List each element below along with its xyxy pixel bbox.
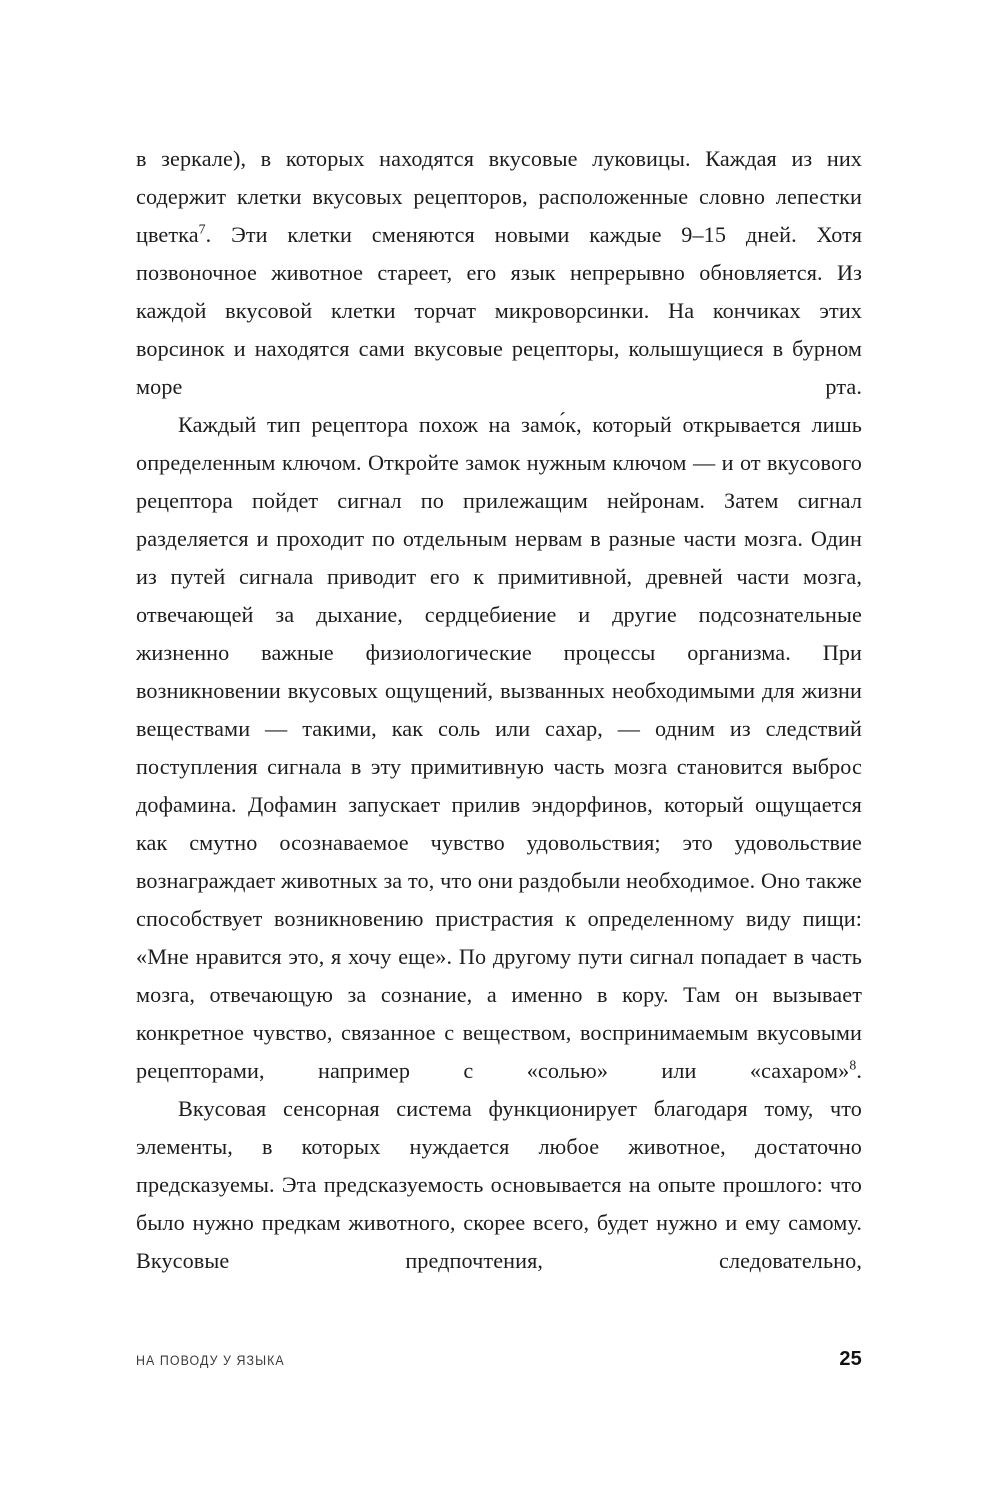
paragraph-continued-text: в зеркале), в которых находятся вкусовые луковицы. Каждая из них содержит клетки вкусовых рецепторов, расположенные словно лепестки цветка: [136, 146, 862, 247]
paragraph-receptor-lock-tail: .: [856, 1058, 862, 1083]
footnote-marker-7: 7: [198, 221, 206, 237]
footnote-marker-8: 8: [849, 1057, 857, 1073]
paragraph-taste-system: Вкусовая сенсорная система функционирует благодаря тому, что элементы, в которых нуждается любое животное, достаточно предсказуемы. Эта предсказуемость основывается на опыте прошлого: что было нужно предкам животного, скорее всего, будет нужно и ему самому. Вкусовые предпочтения, следовательно,: [136, 1096, 862, 1273]
page-number: 25: [839, 1348, 862, 1370]
page-footer: [136, 1348, 862, 1371]
paragraph-receptor-lock: [136, 406, 862, 1090]
paragraph-continued-tail: . Эти клетки сменяются новыми каждые 9–15 дней. Хотя позвоночное животное стареет, его язык непрерывно обновляется. Из каждой вкусовой клетки торчат микроворсинки. На кончиках этих ворсинок и находятся сами вкусовые рецепторы, колышущиеся в бурном море рта.: [136, 222, 862, 399]
paragraph-continued: [136, 140, 862, 406]
paragraph-receptor-lock-text: Каждый тип рецептора похож на замо́к, который открывается лишь определенным ключом. Откройте замок нужным ключом — и от вкусового рецептора пойдет сигнал по прилежащим нейронам. Затем сигнал разделяется и проходит по отдельным нервам в разные части мозга. Один из путей сигнала приводит его к примитивной, древней части мозга, отвечающей за дыхание, сердцебиение и другие подсознательные жизненно важные физиологические процессы организма. При возникновении вкусовых ощущений, вызванных необходимыми для жизни веществами — такими, как соль или сахар, — одним из следствий поступления сигнала в эту примитивную часть мозга становится выброс дофамина. Дофамин запускает прилив эндорфинов, который ощущается как смутно осознаваемое чувство удовольствия; это удовольствие вознаграждает животных за то, что они раздобыли необходимое. Оно также способствует возникновению пристрастия к определенному виду пищи: «Мне нравится это, я хочу еще». По другому пути сигнал попадает в часть мозга, отвечающую за сознание, а именно в кору. Там он вызывает конкретное чувство, связанное с веществом, воспринимаемым вкусовыми рецепторами, например с «солью» или «сахаром»: [136, 412, 862, 1083]
running-head: НА ПОВОДУ У ЯЗЫКА: [136, 1353, 285, 1368]
page-text-block: [136, 140, 862, 1280]
